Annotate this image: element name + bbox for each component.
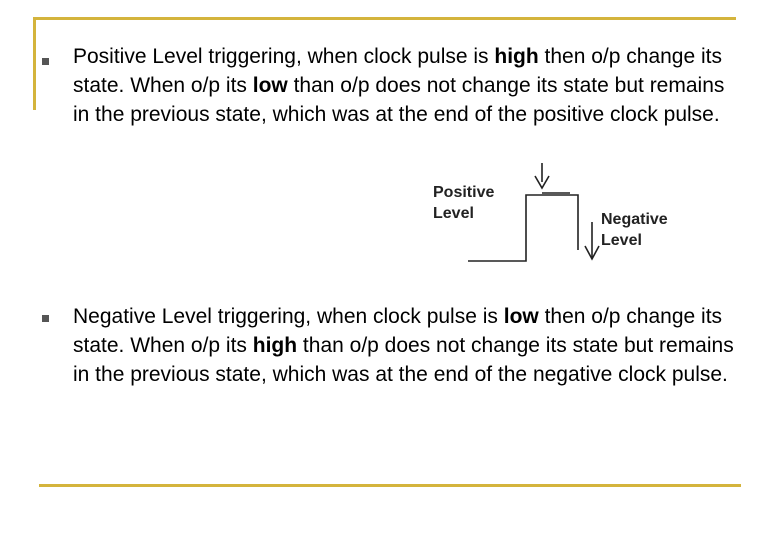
text-segment-bold: low <box>252 74 288 97</box>
bullet-marker-1 <box>42 58 49 65</box>
text-segment-bold: low <box>503 305 539 328</box>
bullet-text-2 <box>73 302 738 389</box>
text-segment: then o/p change its state. When o/p its <box>73 305 723 357</box>
text-segment: Positive Level triggering, when clock pulse is <box>73 45 495 68</box>
frame-left-rule <box>33 17 36 110</box>
text-segment: than o/p does not change its state but remains in the previous state, which was at the end of the positive clock pulse. <box>73 74 725 126</box>
frame-bottom-rule <box>39 484 741 487</box>
frame-top-rule <box>33 17 736 20</box>
text-segment-bold: high <box>494 45 539 68</box>
text-segment: then o/p change its state. When o/p its <box>73 45 723 97</box>
text-segment: Negative Level triggering, when clock pulse is <box>73 305 504 328</box>
text-segment-bold: high <box>252 334 298 357</box>
positive-level-label-line: Level <box>433 205 474 222</box>
clock-pulse-diagram <box>425 160 685 270</box>
bullet-text-1 <box>73 42 738 129</box>
negative-level-label <box>601 209 668 251</box>
positive-level-label-line: Positive <box>433 184 495 201</box>
negative-level-label-line: Level <box>601 232 642 249</box>
bullet-marker-2 <box>42 315 49 322</box>
negative-level-label-line: Negative <box>601 211 668 228</box>
text-segment: than o/p does not change its state but remains in the previous state, which was at the end of the negative clock pulse. <box>73 334 734 386</box>
positive-level-label <box>433 182 494 224</box>
